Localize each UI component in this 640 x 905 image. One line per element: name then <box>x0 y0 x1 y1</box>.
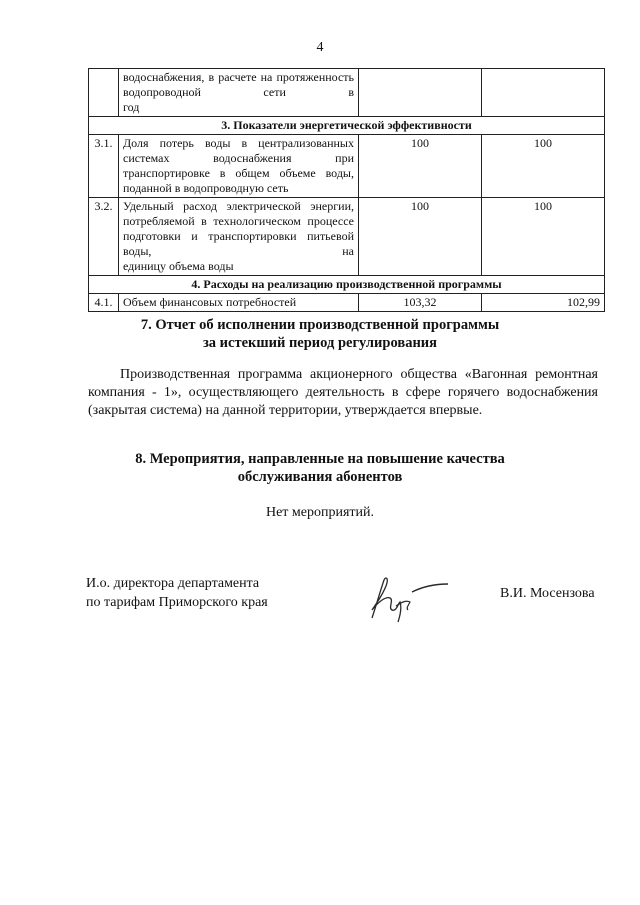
value-cell: 103,32 <box>359 294 482 312</box>
row-number: 3.1. <box>89 135 119 198</box>
row-description: Доля потерь воды в централизованных системах водоснабжения при транспортировке в общем объеме воды, поданной в водопроводную сеть <box>119 135 359 198</box>
section7-heading-line1: 7. Отчет об исполнении производственной программы <box>140 317 500 333</box>
row-description: водоснабжения, в расчете на протяженность водопроводной сети в год <box>119 69 359 117</box>
row-description: Объем финансовых потребностей <box>119 294 359 312</box>
value-cell <box>482 69 605 117</box>
value-cell: 100 <box>359 135 482 198</box>
signatory-position: И.о. директора департамента по тарифам Приморского края <box>86 576 268 610</box>
page-number: 4 <box>316 40 324 55</box>
section-header-row <box>89 117 605 135</box>
program-indicators-table <box>88 68 605 312</box>
value-cell: 100 <box>482 198 605 276</box>
section7-text: Производственная программа акционерного общества «Вагонная ремонтная компания - 1», осуществляющего деятельность в сфере горячего водоснабжения (закрытая система) на данной территории, утверждается впервые. <box>88 367 598 418</box>
row-description: Удельный расход электрической энергии, потребляемой в технологическом процессе подготовки и транспортировки питьевой воды, на единицу объема воды <box>119 198 359 276</box>
signatory-name: В.И. Мосензова <box>500 586 595 601</box>
section8-heading-line1: 8. Мероприятия, направленные на повышение качества <box>135 451 505 467</box>
row-number-cell <box>89 69 119 117</box>
table-row <box>89 294 605 312</box>
section-header-row <box>89 276 605 294</box>
table-row <box>89 69 605 117</box>
value-cell: 100 <box>482 135 605 198</box>
section8-heading-line2: обслуживания абонентов <box>237 469 403 485</box>
value-cell <box>359 69 482 117</box>
value-cell: 102,99 <box>482 294 605 312</box>
handwritten-signature <box>366 572 452 624</box>
section8-text: Нет мероприятий. <box>265 505 375 520</box>
table-row <box>89 135 605 198</box>
value-cell: 100 <box>359 198 482 276</box>
row-number: 4.1. <box>89 294 119 312</box>
table-row <box>89 198 605 276</box>
section7-heading-line2: за истекший период регулирования <box>202 335 438 351</box>
section3-title: 3. Показатели энергетической эффективности <box>89 117 605 135</box>
section4-title: 4. Расходы на реализацию производственной программы <box>89 276 605 294</box>
row-number: 3.2. <box>89 198 119 276</box>
